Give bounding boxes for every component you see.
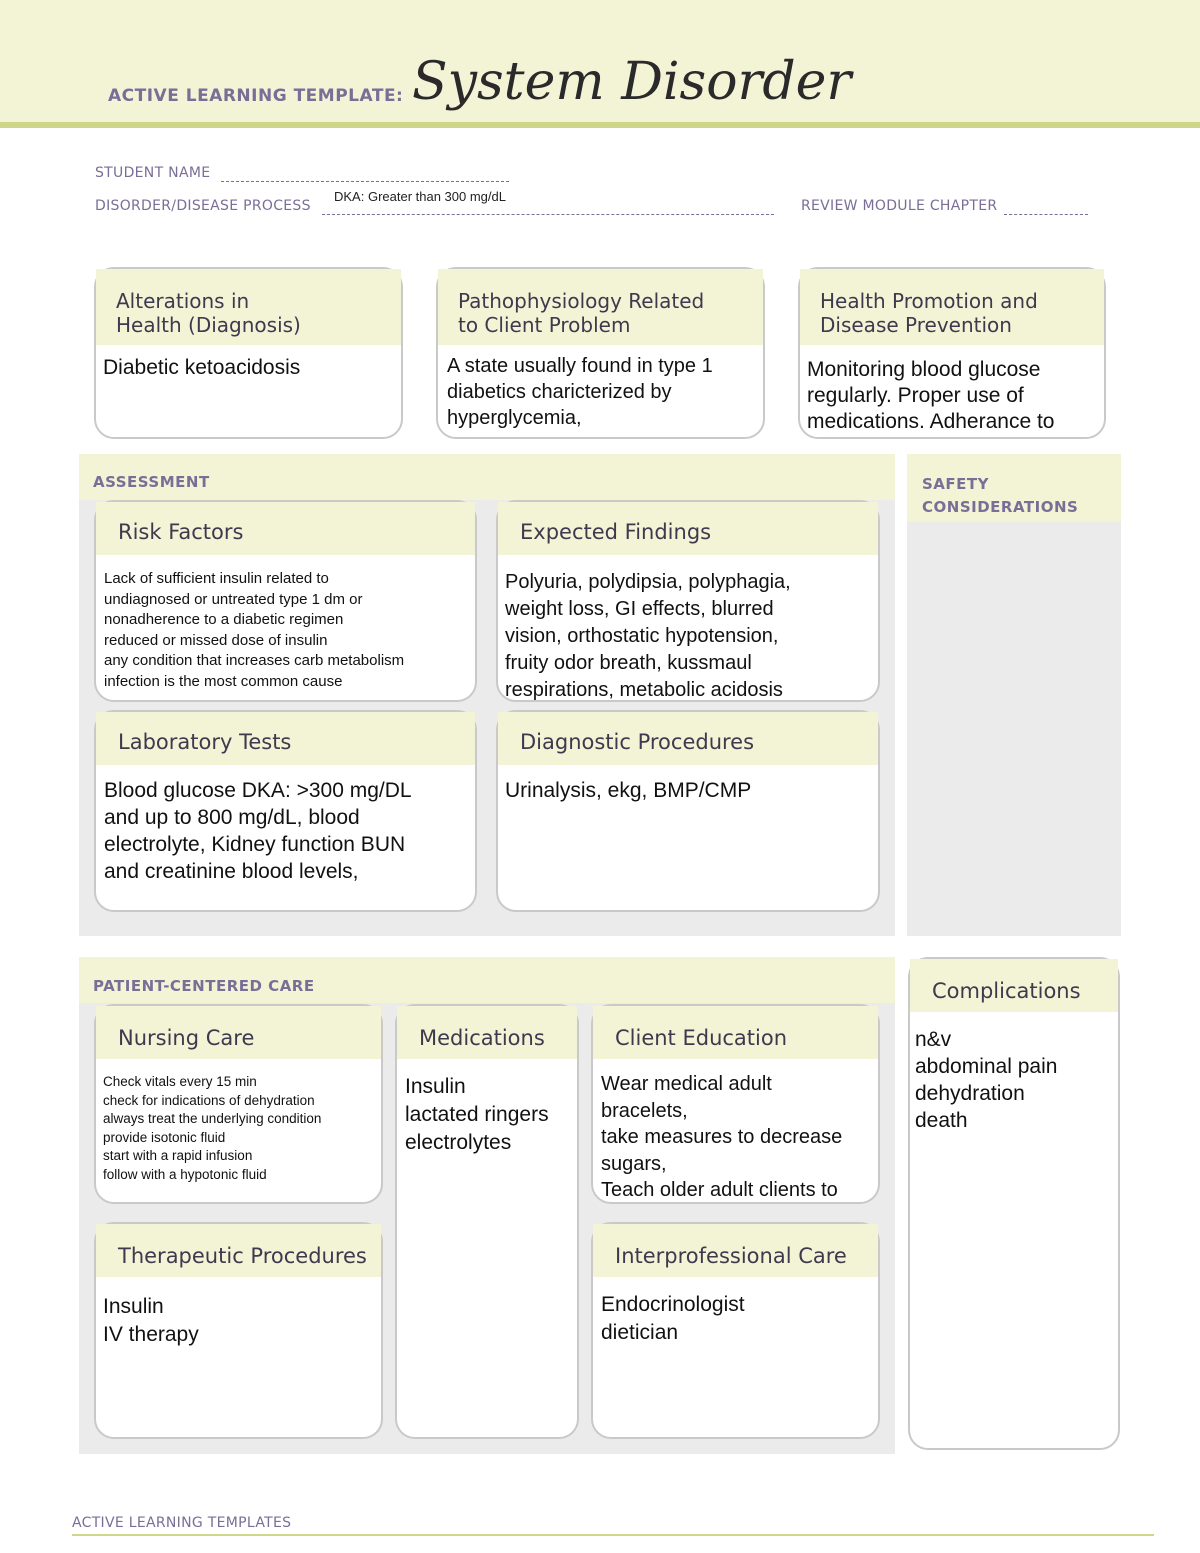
therapeutic-procedures-body[interactable]: Insulin IV therapy xyxy=(103,1295,199,1346)
pathophysiology-title: Pathophysiology Related to Client Problem xyxy=(438,269,763,345)
student-name-row xyxy=(95,165,509,182)
nursing-care-box xyxy=(94,1004,383,1204)
risk-factors-body[interactable]: Lack of sufficient insulin related to undiagnosed or untreated type 1 dm or nonadherence to a diabetic regimen reduced or missed dose of insulin any condition that increases carb metabolism infection is the most common cause xyxy=(104,570,405,690)
assessment-label: ASSESSMENT xyxy=(93,473,210,491)
expected-findings-title: Expected Findings xyxy=(498,502,878,555)
alterations-box xyxy=(94,267,403,439)
complications-body[interactable]: n&v abdominal pain dehydration death xyxy=(915,1028,1058,1132)
expected-findings-box xyxy=(496,500,880,702)
complications-box xyxy=(908,957,1120,1450)
header-rule xyxy=(0,122,1200,128)
diagnostic-procedures-title: Diagnostic Procedures xyxy=(498,712,878,765)
therapeutic-procedures-title: Therapeutic Procedures xyxy=(96,1224,381,1277)
alterations-title: Alterations in Health (Diagnosis) xyxy=(96,269,401,345)
health-promotion-title: Health Promotion and Disease Prevention xyxy=(800,269,1104,345)
medications-title: Medications xyxy=(397,1006,577,1059)
interprofessional-care-box xyxy=(591,1222,880,1439)
client-education-body[interactable]: Wear medical adult bracelets, take measures to decrease sugars, Teach older adult clients to xyxy=(601,1073,843,1201)
patient-care-label: PATIENT-CENTERED CARE xyxy=(93,977,315,995)
laboratory-tests-box xyxy=(94,710,477,912)
laboratory-tests-body[interactable]: Blood glucose DKA: >300 mg/DL and up to 800 mg/dL, blood electrolyte, Kidney function BUN and creatinine blood levels, xyxy=(104,779,412,883)
medications-box xyxy=(395,1004,579,1439)
pathophysiology-box xyxy=(436,267,765,439)
student-name-field[interactable] xyxy=(221,165,509,182)
alterations-body[interactable]: Diabetic ketoacidosis xyxy=(103,356,301,379)
complications-title: Complications xyxy=(910,959,1118,1012)
client-education-box xyxy=(591,1004,880,1204)
interprofessional-care-title: Interprofessional Care xyxy=(593,1224,878,1277)
risk-factors-title: Risk Factors xyxy=(96,502,475,555)
student-name-label: STUDENT NAME xyxy=(95,165,211,181)
laboratory-tests-title: Laboratory Tests xyxy=(96,712,475,765)
health-promotion-body[interactable]: Monitoring blood glucose regularly. Proper use of medications. Adherance to xyxy=(807,358,1055,433)
template-label: ACTIVE LEARNING TEMPLATE: xyxy=(108,86,404,106)
review-module-field[interactable] xyxy=(1004,198,1088,215)
health-promotion-box xyxy=(798,267,1106,439)
disorder-label: DISORDER/DISEASE PROCESS xyxy=(95,198,311,214)
footer-rule xyxy=(72,1534,1154,1536)
diagnostic-procedures-body[interactable]: Urinalysis, ekg, BMP/CMP xyxy=(505,779,752,802)
medications-body[interactable]: Insulin lactated ringers electrolytes xyxy=(405,1075,549,1154)
page-title: System Disorder xyxy=(412,52,852,112)
nursing-care-title: Nursing Care xyxy=(96,1006,381,1059)
footer-label: ACTIVE LEARNING TEMPLATES xyxy=(72,1515,292,1531)
diagnostic-procedures-box xyxy=(496,710,880,912)
therapeutic-procedures-box xyxy=(94,1222,383,1439)
nursing-care-body[interactable]: Check vitals every 15 min check for indications of dehydration always treat the underlying condition provide isotonic fluid start with a rapid infusion follow with a hypotonic fluid xyxy=(103,1074,322,1182)
review-module-row xyxy=(801,198,1088,215)
safety-section xyxy=(907,454,1121,936)
safety-label: SAFETY CONSIDERATIONS xyxy=(922,475,1079,516)
disorder-value: DKA: Greater than 300 mg/dL xyxy=(334,189,506,204)
review-module-label: REVIEW MODULE CHAPTER xyxy=(801,198,998,214)
pathophysiology-body[interactable]: A state usually found in type 1 diabetics charicterized by hyperglycemia, xyxy=(447,355,713,429)
interprofessional-care-body[interactable]: Endocrinologist dietician xyxy=(601,1293,745,1344)
risk-factors-box xyxy=(94,500,477,702)
client-education-title: Client Education xyxy=(593,1006,878,1059)
expected-findings-body[interactable]: Polyuria, polydipsia, polyphagia, weight loss, GI effects, blurred vision, orthostatic hypotension, fruity odor breath, kussmaul respirations, metabolic acidosis xyxy=(505,571,791,701)
